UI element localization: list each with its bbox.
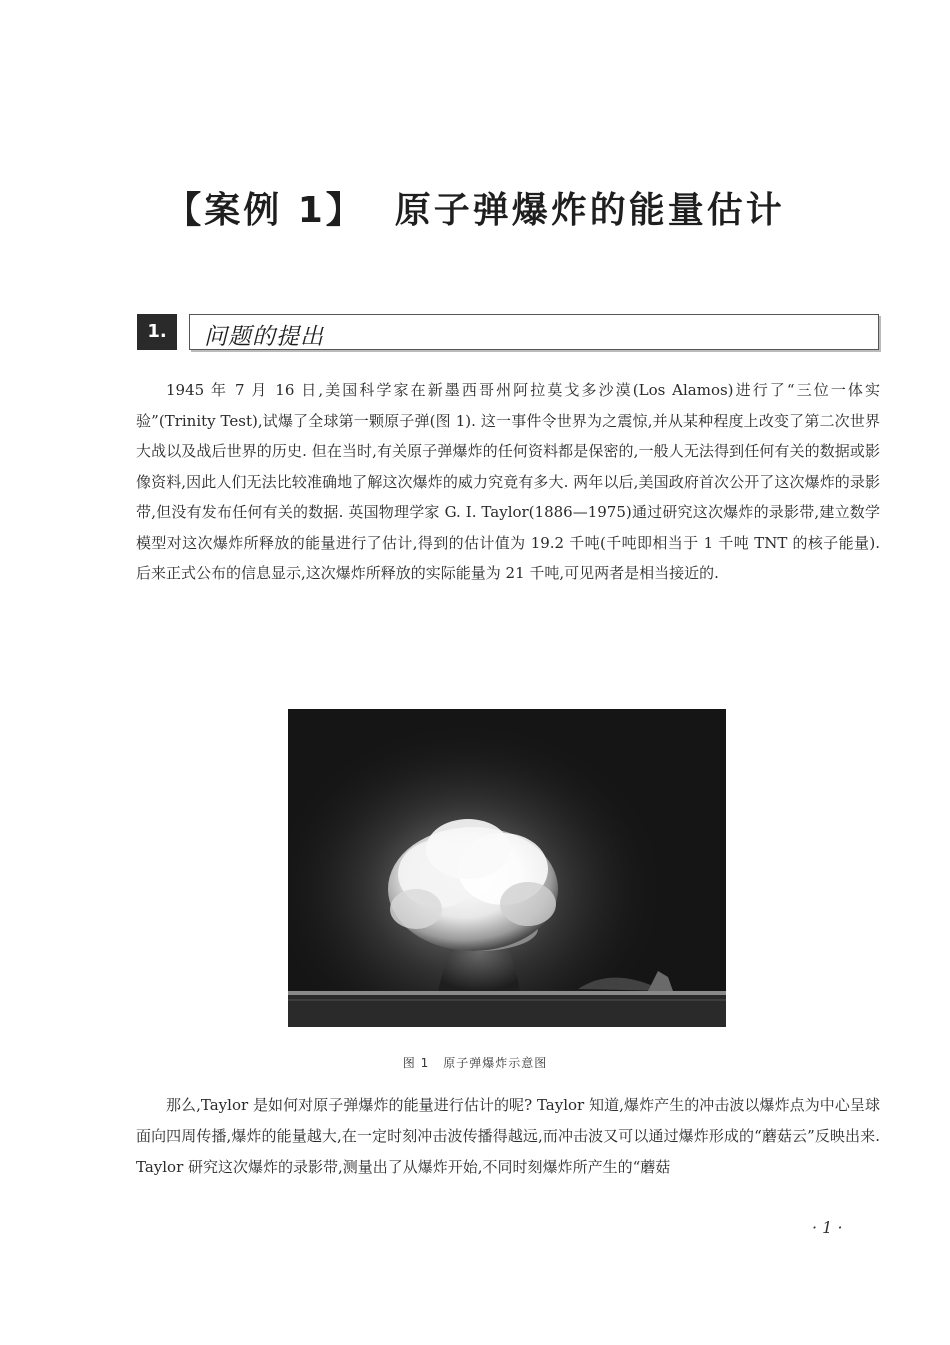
mushroom-cloud-image — [288, 709, 726, 1027]
figure-caption-text: 原子弹爆炸示意图 — [443, 1056, 548, 1070]
paragraph-taylor: 那么,Taylor 是如何对原子弹爆炸的能量进行估计的呢? Taylor 知道,爆炸产生的冲击波以爆炸点为中心呈球面向四周传播,爆炸的能量越大,在一定时刻冲击波传播得越远,而冲击波又可以通过爆炸形成的“蘑菇云”反映出来. Taylor 研究这次爆炸的录影带,测量出了从爆炸开始,不同时刻爆炸所产生的“蘑菇 — [136, 1096, 880, 1176]
section-heading — [137, 314, 879, 350]
paragraph-intro: 1945 年 7 月 16 日,美国科学家在新墨西哥州阿拉莫戈多沙漠(Los Alamos)进行了“三位一体实验”(Trinity Test),试爆了全球第一颗原子弹(图 1). 这一事件令世界为之震惊,并从某种程度上改变了第二次世界大战以及战后世界的历史. 但在当时,有关原子弹爆炸的任何资料都是保密的,一般人无法得到任何有关的数据或影像资料,因此人们无法比较准确地了解这次爆炸的威力究竟有多大. 两年以后,美国政府首次公开了这次爆炸的录影带,但没有发布任何有关的数据. 英国物理学家 G. I. Taylor(1886—1975)通过研究这次爆炸的录影带,建立数学模型对这次爆炸所释放的能量进行了估计,得到的估计值为 19.2 千吨(千吨即相当于 1 千吨 TNT 的核子能量). 后来正式公布的信息显示,这次爆炸所释放的实际能量为 21 千吨,可见两者是相当接近的. — [136, 381, 880, 582]
explosion-photo — [288, 709, 726, 1027]
page-number: · 1 · — [812, 1218, 843, 1237]
figure-caption — [0, 1054, 950, 1071]
section-title-box — [189, 314, 879, 350]
case-label: 【案例 1】 — [165, 190, 365, 231]
figure-number: 图 1 — [402, 1056, 430, 1070]
case-title — [0, 182, 950, 233]
section-number: 1. — [137, 314, 177, 350]
case-title-text: 原子弹爆炸的能量估计 — [394, 190, 785, 231]
section-title: 问题的提出 — [204, 324, 324, 350]
